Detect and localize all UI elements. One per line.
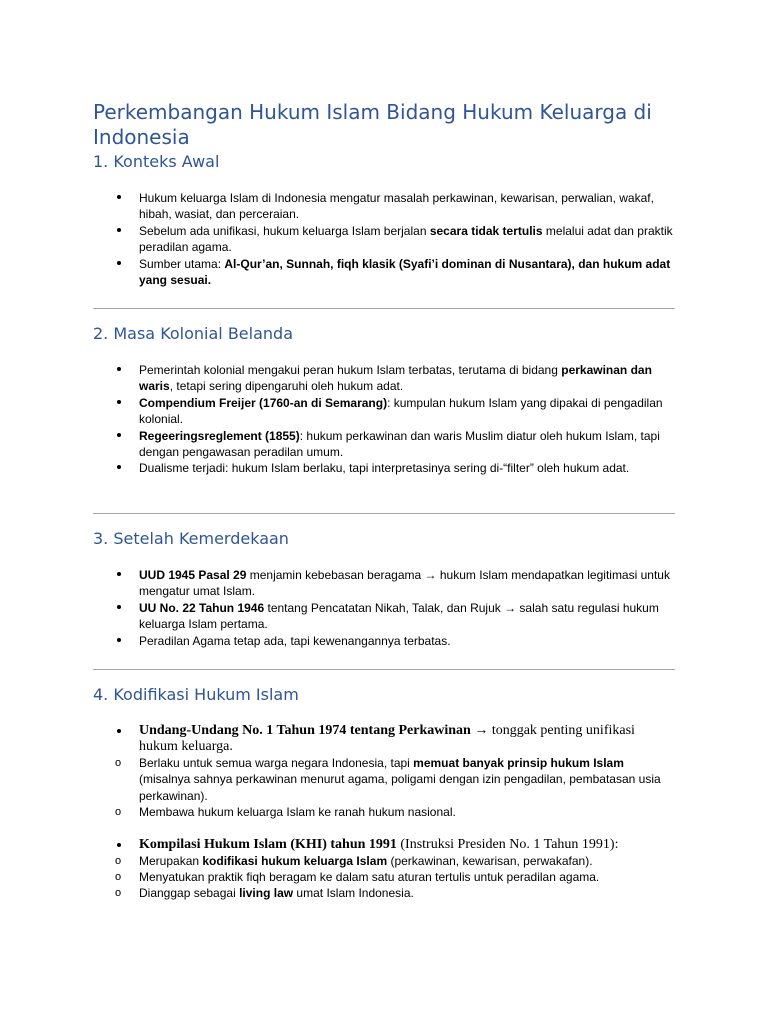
bullet-icon (117, 433, 121, 437)
hollow-bullet-icon: o (115, 854, 122, 867)
section-divider (93, 513, 675, 514)
section-4-bullet-list (93, 723, 675, 902)
sub-list-item: o Dianggap sebagai living law umat Islam Indonesia. (115, 886, 414, 901)
bullet-icon (117, 261, 121, 265)
list-item: UUD 1945 Pasal 29 menjamin kebebasan beragama → hukum Islam mendapatkan legitimasi untuk mengatur umat Islam. (93, 567, 675, 600)
list-item: Sumber utama: Al-Qur’an, Sunnah, fiqh klasik (Syafi’i dominan di Nusantara), dan hukum adat yang sesuai. (93, 256, 675, 289)
list-item: Regeeringsreglement (1855): hukum perkawinan dan waris Muslim diatur oleh hukum Islam, tapi dengan pengawasan peradilan umum. (93, 428, 675, 461)
bullet-icon (117, 638, 121, 642)
section-heading-konteks-awal: 1. Konteks Awal (93, 152, 220, 171)
hollow-bullet-icon: o (115, 806, 122, 819)
sub-list-item: o Merupakan kodifikasi hukum keluarga Islam (perkawinan, kewarisan, perwakafan). (115, 853, 593, 868)
section-heading-masa-kolonial: 2. Masa Kolonial Belanda (93, 324, 293, 343)
section-divider (93, 308, 675, 309)
list-item: Hukum keluarga Islam di Indonesia mengatur masalah perkawinan, kewarisan, perwalian, wakaf, hibah, wasiat, dan perceraian. (93, 190, 675, 223)
list-item: Dualisme terjadi: hukum Islam berlaku, tapi interpretasinya sering di-“filter” oleh hukum adat. (93, 460, 675, 476)
hollow-bullet-icon: o (115, 757, 122, 769)
document-title: Perkembangan Hukum Islam Bidang Hukum Keluarga di Indonesia (93, 100, 652, 149)
list-item: UU No. 22 Tahun 1946 tentang Pencatatan Nikah, Talak, dan Rujuk → salah satu regulasi hukum keluarga Islam pertama. (93, 600, 675, 633)
bullet-icon (117, 228, 121, 232)
list-item: Pemerintah kolonial mengakui peran hukum Islam terbatas, terutama di bidang perkawinan dan waris, tetapi sering dipengaruhi oleh hukum adat. (93, 362, 675, 395)
hollow-bullet-icon: o (115, 887, 122, 900)
bullet-icon (117, 843, 121, 847)
list-item: Compendium Freijer (1760-an di Semarang): kumpulan hukum Islam yang dipakai di pengadilan kolonial. (93, 395, 675, 428)
sub-bullet-list (93, 853, 675, 902)
bullet-icon (117, 572, 121, 576)
list-item: Kompilasi Hukum Islam (KHI) tahun 1991 (Instruksi Presiden No. 1 Tahun 1991): o Merupakan kodifikasi hukum keluarga Islam (perkawinan, kewarisan, perwakafan). o Menyatukan praktik fiqh beragam ke dalam satu aturan tertulis untuk peradilan agama. o Dianggap sebagai living law umat Islam Indonesia. (93, 837, 675, 902)
sub-list-item: o Berlaku untuk semua warga negara Indonesia, tapi memuat banyak prinsip hukum Islam (misalnya sahnya perkawinan menurut agama, poligami dengan izin pengadilan, pembatasan usia perkawinan). (115, 756, 661, 803)
section-heading-kodifikasi: 4. Kodifikasi Hukum Islam (93, 685, 299, 704)
section-2-bullet-list (93, 362, 675, 477)
list-item: Sebelum ada unifikasi, hukum keluarga Islam berjalan secara tidak tertulis melalui adat dan praktik peradilan agama. (93, 223, 675, 256)
sub-list-item: o Menyatukan praktik fiqh beragam ke dalam satu aturan tertulis untuk peradilan agama. (115, 870, 600, 885)
sub-bullet-list (93, 755, 675, 821)
section-1-bullet-list (93, 190, 675, 288)
bullet-icon (117, 367, 121, 371)
bullet-icon (117, 605, 121, 609)
bullet-icon (117, 400, 121, 404)
section-divider (93, 669, 675, 670)
bullet-icon (117, 195, 121, 199)
section-heading-setelah-kemerdekaan: 3. Setelah Kemerdekaan (93, 529, 289, 548)
list-item: Peradilan Agama tetap ada, tapi kewenangannya terbatas. (93, 633, 675, 649)
bullet-icon (117, 729, 121, 733)
list-item: Undang-Undang No. 1 Tahun 1974 tentang Perkawinan → tonggak penting unifikasi hukum keluarga. o Berlaku untuk semua warga negara Indonesia, tapi memuat banyak prinsip hukum Islam (misalnya sahnya perkawinan menurut agama, poligami dengan izin pengadilan, pembatasan usia perkawinan). o Membawa hukum keluarga Islam ke ranah hukum nasional. (93, 723, 675, 821)
sub-list-item: o Membawa hukum keluarga Islam ke ranah hukum nasional. (115, 805, 456, 820)
bullet-icon (117, 465, 121, 469)
section-3-bullet-list (93, 567, 675, 649)
hollow-bullet-icon: o (115, 871, 122, 884)
